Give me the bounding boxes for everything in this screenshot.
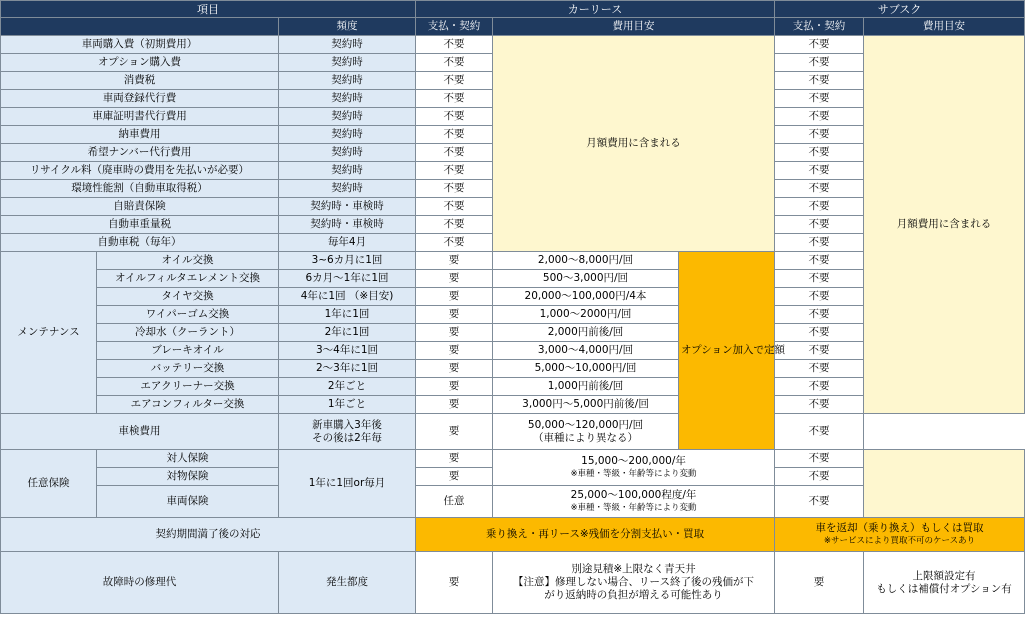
insurance-cost-1 [493,450,775,486]
inspection-freq-line2: その後は2年毎 [312,431,382,444]
lease-pay: 要 [416,468,493,486]
row-frequency: 契約時 [279,54,416,72]
lease-cost: 5,000～10,000円/回 [493,360,679,378]
repair-lease-line2: 【注意】修理しない場合、リース終了後の残価が下 [513,576,754,588]
row-label: バッテリー交換 [97,360,279,378]
row-label: オプション購入費 [1,54,279,72]
header-sub-cost: 費用目安 [864,18,1025,36]
repair-sub-line1: 上限額設定有 [912,569,976,582]
repair-lease-line3: がり返納時の負担が増える可能性あり [544,589,723,601]
lease-pay: 要 [416,342,493,360]
row-label: 対物保険 [97,468,279,486]
header-sub-pay: 支払・契約 [775,18,864,36]
row-label: エアコンフィルター交換 [97,396,279,414]
lease-pay: 要 [416,414,493,450]
row-label: 自賠責保険 [1,198,279,216]
sub-insurance-blank [864,450,1025,518]
lease-cost: 20,000～100,000円/4本 [493,288,679,306]
row-label: 冷却水（クーラント） [97,324,279,342]
lease-pay: 不要 [416,90,493,108]
lease-pay: 要 [416,378,493,396]
lease-pay: 要 [416,252,493,270]
row-label: リサイクル料（廃車時の費用を先払いが必要） [1,162,279,180]
inspection-label: 車検費用 [1,414,279,450]
lease-pay: 要 [416,288,493,306]
lease-pay: 要 [416,324,493,342]
header-item: 項目 [1,1,416,18]
sub-pay: 不要 [775,270,864,288]
row-frequency: 2年ごと [279,378,416,396]
inspection-frequency [279,414,416,450]
sub-pay: 不要 [775,144,864,162]
row-label: 自動車重量税 [1,216,279,234]
lease-cost: 1,000～2000円/回 [493,306,679,324]
row-label: 環境性能割（自動車取得税） [1,180,279,198]
insurance-cost-2-note: ※車種・等級・年齢等により変動 [570,502,697,513]
contract-end-lease: 乗り換え・再リース※残価を分割支払い・買取 [416,518,775,552]
row-label: 車両登録代行費 [1,90,279,108]
lease-pay: 任意 [416,486,493,518]
sub-pay: 不要 [775,486,864,518]
lease-pay: 不要 [416,36,493,54]
inspection-cost [493,414,679,450]
row-label: 車両購入費（初期費用） [1,36,279,54]
header-blank [1,18,279,36]
sub-pay: 不要 [775,342,864,360]
row-frequency: 契約時 [279,90,416,108]
row-frequency: 契約時 [279,162,416,180]
maintenance-group-label: メンテナンス [1,252,97,414]
lease-pay: 要 [416,270,493,288]
lease-pay: 不要 [416,198,493,216]
sub-pay: 不要 [775,378,864,396]
sub-pay: 不要 [775,360,864,378]
header-frequency: 頻度 [279,18,416,36]
row-label: エアクリーナー交換 [97,378,279,396]
row-frequency: 契約時 [279,144,416,162]
row-label: 車両保険 [97,486,279,518]
lease-pay: 不要 [416,162,493,180]
sub-pay: 不要 [775,108,864,126]
row-frequency: 6カ月～1年に1回 [279,270,416,288]
lease-pay: 要 [416,360,493,378]
row-frequency: 契約時・車検時 [279,198,416,216]
lease-cost: 1,000円前後/回 [493,378,679,396]
header-subscription: サブスク [775,1,1025,18]
insurance-frequency: 1年に1回or毎月 [279,450,416,518]
repair-sub-line2: もしくは補償付オプション有 [876,582,1012,595]
row-frequency: 契約時 [279,72,416,90]
insurance-cost-1-main: 15,000～200,000/年 [581,454,686,467]
inspection-cost-line1: 50,000～120,000円/回 [527,418,644,431]
row-frequency: 2～3年に1回 [279,360,416,378]
row-label: 自動車税（毎年） [1,234,279,252]
contract-end-sub-note: ※サービスにより買取不可のケースあり [823,535,976,546]
lease-pay: 不要 [416,180,493,198]
contract-end-label: 契約期間満了後の対応 [1,518,416,552]
sub-pay: 不要 [775,450,864,468]
lease-included-note: 月額費用に含まれる [493,36,775,252]
row-label: ワイパーゴム交換 [97,306,279,324]
insurance-group-label: 任意保険 [1,450,97,518]
row-label: ブレーキオイル [97,342,279,360]
lease-cost: 3,000円～5,000円前後/回 [493,396,679,414]
lease-cost: 500～3,000円/回 [493,270,679,288]
row-label: オイルフィルタエレメント交換 [97,270,279,288]
row-label: 希望ナンバー代行費用 [1,144,279,162]
lease-pay: 不要 [416,234,493,252]
sub-pay: 不要 [775,396,864,414]
table-row [1,36,1025,54]
row-label: 車庫証明書代行費用 [1,108,279,126]
lease-pay: 不要 [416,72,493,90]
sub-pay: 不要 [775,36,864,54]
lease-cost: 2,000～8,000円/回 [493,252,679,270]
header-lease-pay: 支払・契約 [416,18,493,36]
row-label: 対人保険 [97,450,279,468]
inspection-cost-line2: （車種により異なる） [533,431,638,444]
sub-pay: 不要 [775,54,864,72]
row-frequency: 契約時 [279,126,416,144]
sub-included-note: 月額費用に含まれる [864,36,1025,414]
table-row [1,414,1025,450]
row-frequency: 2年に1回 [279,324,416,342]
row-frequency: 契約時・車検時 [279,216,416,234]
insurance-cost-2 [493,486,775,518]
repair-sub-cost [864,552,1025,614]
header-lease-cost: 費用目安 [493,18,775,36]
row-frequency: 3～4年に1回 [279,342,416,360]
table-row [1,450,1025,468]
contract-end-sub-main: 車を返却（乗り換え）もしくは買取 [815,521,984,534]
sub-pay: 不要 [775,288,864,306]
sub-pay: 不要 [775,72,864,90]
sub-pay: 不要 [775,414,864,450]
row-frequency: 毎年4月 [279,234,416,252]
lease-pay: 要 [416,306,493,324]
row-label: オイル交換 [97,252,279,270]
lease-pay: 不要 [416,108,493,126]
repair-lease-pay: 要 [416,552,493,614]
repair-frequency: 発生都度 [279,552,416,614]
sub-pay: 不要 [775,234,864,252]
lease-pay: 不要 [416,54,493,72]
option-fixed-rate-note: オプション加入で定額 [679,252,775,450]
lease-cost: 2,000円前後/回 [493,324,679,342]
repair-sub-pay: 要 [775,552,864,614]
sub-pay: 不要 [775,180,864,198]
repair-label: 故障時の修理代 [1,552,279,614]
lease-pay: 不要 [416,144,493,162]
row-frequency: 1年に1回 [279,306,416,324]
repair-lease-cost [493,552,775,614]
sub-pay: 不要 [775,468,864,486]
sub-pay: 不要 [775,162,864,180]
sub-pay: 不要 [775,90,864,108]
lease-cost: 3,000～4,000円/回 [493,342,679,360]
sub-pay: 不要 [775,198,864,216]
row-label: 納車費用 [1,126,279,144]
sub-pay: 不要 [775,216,864,234]
sub-pay: 不要 [775,306,864,324]
row-frequency: 3~6カ月に1回 [279,252,416,270]
lease-pay: 不要 [416,216,493,234]
insurance-cost-2-main: 25,000～100,000程度/年 [570,488,697,501]
row-frequency: 契約時 [279,108,416,126]
row-frequency: 契約時 [279,180,416,198]
sub-pay: 不要 [775,324,864,342]
header-carlease: カーリース [416,1,775,18]
lease-pay: 不要 [416,126,493,144]
row-frequency: 契約時 [279,36,416,54]
row-label: 消費税 [1,72,279,90]
lease-pay: 要 [416,396,493,414]
row-frequency: 1年ごと [279,396,416,414]
row-frequency: 4年に1回 （※目安) [279,288,416,306]
sub-pay: 不要 [775,126,864,144]
inspection-freq-line1: 新車購入3年後 [312,418,382,431]
contract-end-sub [775,518,1025,552]
table-row [1,518,1025,552]
sub-pay: 不要 [775,252,864,270]
table-row [1,552,1025,614]
insurance-cost-1-note: ※車種・等級・年齢等により変動 [570,468,697,479]
row-label: タイヤ交換 [97,288,279,306]
repair-lease-line1: 別途見積※上限なく青天井 [571,563,696,575]
lease-pay: 要 [416,450,493,468]
